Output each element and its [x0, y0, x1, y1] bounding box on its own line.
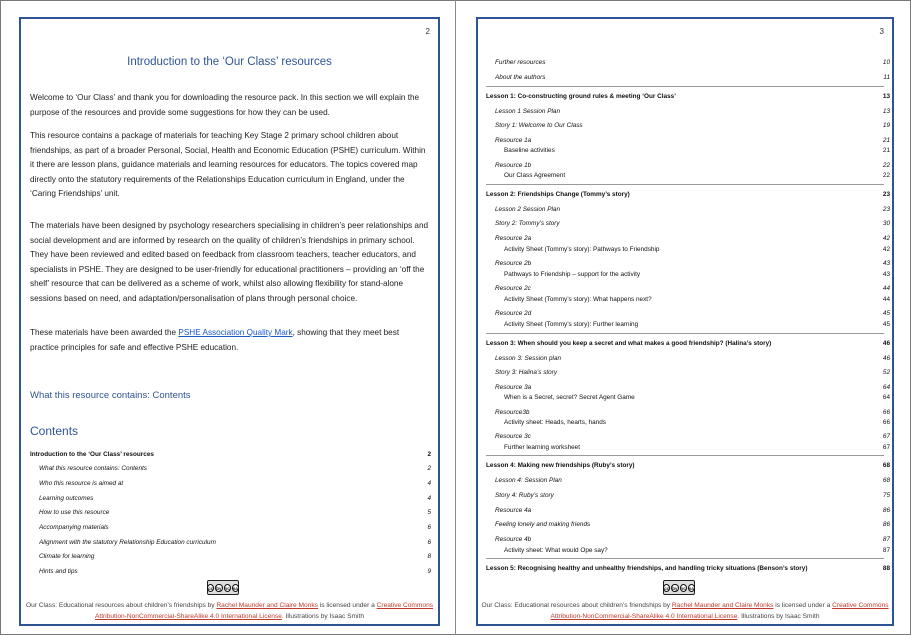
toc-entry-title: Story 1: Welcome to Our Class — [495, 121, 583, 129]
toc-entry[interactable] — [495, 475, 890, 485]
toc-entry-page: 44 — [882, 284, 890, 292]
toc-entry[interactable] — [495, 233, 890, 243]
toc-entry[interactable] — [495, 519, 890, 529]
toc-entry-title: Activity Sheet (Tommy’s story): Pathways to Friendship — [504, 245, 660, 253]
toc-entry[interactable] — [486, 189, 890, 199]
award-paragraph — [30, 326, 430, 355]
toc-entry-title: Lesson 5: Recognising healthy and unhealthy friendships, and handling tricky situations (Benson’s story) — [486, 564, 808, 572]
toc-entry-title: Lesson 4: Session Plan — [495, 476, 562, 484]
toc-entry[interactable] — [495, 382, 890, 392]
toc-entry-page: 68 — [882, 461, 890, 469]
page-title: Introduction to the ‘Our Class’ resources — [127, 56, 332, 68]
toc-entry[interactable] — [495, 160, 890, 170]
toc-entry-title: Lesson 3: Session plan — [495, 354, 562, 362]
toc-entry-page: 43 — [882, 259, 890, 267]
toc-entry[interactable] — [504, 244, 890, 254]
toc-entry[interactable] — [504, 545, 890, 555]
cc-badge-item: nc — [224, 585, 230, 591]
toc-entry-title: What this resource contains: Contents — [39, 464, 147, 472]
toc-entry-page: 42 — [882, 245, 890, 253]
toc-entry-page: 88 — [882, 564, 890, 572]
toc-divider — [486, 455, 884, 456]
toc-entry[interactable] — [504, 145, 890, 155]
toc-entry-page: 66 — [882, 418, 890, 426]
toc-entry[interactable] — [495, 106, 890, 116]
toc-entry-page: 4 — [427, 479, 431, 487]
toc-entry-title: Further resources — [495, 58, 546, 66]
toc-entry-page: 43 — [882, 270, 890, 278]
toc-entry-title: Further learning worksheet — [504, 443, 581, 451]
toc-entry-title: Introduction to the ‘Our Class’ resources — [30, 450, 154, 458]
toc-entry[interactable] — [495, 135, 890, 145]
toc-entry-page: 75 — [882, 491, 890, 499]
toc-entry-page: 4 — [427, 494, 431, 502]
toc-entry-page: 64 — [882, 393, 890, 401]
toc-entry-page: 22 — [882, 171, 890, 179]
toc-entry-title: Lesson 1 Session Plan — [495, 107, 561, 115]
toc-entry-title: Activity Sheet (Tommy’s story): What happens next? — [504, 295, 652, 303]
footer-prefix: Our Class: Educational resources about children’s friendships by — [25, 602, 217, 609]
toc-entry-title: Resource 4b — [495, 535, 532, 543]
toc-entry-page: 46 — [882, 354, 890, 362]
cc-badge-item: nc — [680, 585, 686, 591]
toc-entry[interactable] — [486, 460, 890, 470]
toc-entry[interactable] — [486, 338, 890, 348]
toc-entry-page: 22 — [882, 161, 890, 169]
intro-paragraph-2: This resource contains a package of materials for teaching Key Stage 2 primary school children about friendships, as part of a broader Personal, Social, Health and Economic Education (PSHE) curriculum. Within it there are lesson plans, guidance materials and learning resources for educators. The topics covered map directly onto the statutory requirements of the Relationships Education curriculum in England, under the ‘Caring Friendships’ unit. — [30, 131, 426, 199]
footer-middle: is licensed under a — [773, 602, 833, 609]
toc-entry[interactable] — [504, 170, 890, 180]
toc-entry[interactable] — [495, 283, 890, 293]
toc-entry-page: 68 — [882, 476, 890, 484]
toc-entry-title: Baseline activities — [504, 146, 555, 154]
toc-entry-title: Lesson 1: Co-constructing ground rules & meeting ‘Our Class’ — [486, 92, 676, 100]
toc-entry[interactable] — [486, 91, 890, 101]
toc-entry-title: Lesson 4: Making new friendships (Ruby’s story) — [486, 461, 635, 469]
toc-entry[interactable] — [504, 294, 890, 304]
toc-entry[interactable] — [495, 258, 890, 268]
cc-license-badge[interactable] — [207, 580, 239, 595]
toc-entry-title: How to use this resource — [39, 508, 110, 516]
toc-entry-page: 10 — [882, 58, 890, 66]
footer-middle: is licensed under a — [317, 602, 377, 609]
toc-entry[interactable] — [504, 417, 890, 427]
toc-entry[interactable] — [39, 522, 431, 532]
toc-entry[interactable] — [39, 507, 431, 517]
toc-entry-page: 66 — [882, 408, 890, 416]
toc-entry-title: Resource 3c — [495, 432, 531, 440]
toc-entry-title: Resource 1b — [495, 161, 532, 169]
toc-entry[interactable] — [495, 218, 890, 228]
toc-entry[interactable] — [495, 204, 890, 214]
contents-title: Contents — [30, 424, 79, 438]
toc-entry-page: 6 — [427, 538, 431, 546]
toc-entry-page: 11 — [883, 73, 890, 81]
toc-entry[interactable] — [495, 490, 890, 500]
toc-entry-title: Lesson 2: Friendships Change (Tommy’s story) — [486, 190, 630, 198]
toc-entry-title: About the authors — [495, 73, 546, 81]
footer-prefix: Our Class: Educational resources about children’s friendships by — [481, 602, 672, 609]
toc-entry-title: Who this resource is aimed at — [39, 479, 124, 487]
toc-entry-page: 46 — [882, 339, 890, 347]
toc-entry-title: Resource 4a — [495, 506, 532, 514]
toc-entry-page: 86 — [882, 506, 890, 514]
toc-entry-page: 67 — [882, 432, 890, 440]
toc-entry[interactable] — [39, 566, 431, 576]
toc-entry-title: Resource3b — [495, 408, 530, 416]
toc-entry-page: 87 — [882, 546, 890, 554]
toc-entry-page: 13 — [882, 107, 890, 115]
toc-entry[interactable] — [495, 57, 890, 67]
toc-entry[interactable] — [504, 319, 890, 329]
footer-suffix: . Illustrations by Isaac Smith — [737, 613, 820, 620]
toc-entry-title: When is a Secret, secret? Secret Agent Game — [504, 393, 635, 401]
toc-entry-title: Learning outcomes — [39, 494, 94, 502]
toc-entry-page: 45 — [882, 309, 890, 317]
toc-entry[interactable] — [495, 353, 890, 363]
toc-entry[interactable] — [495, 367, 890, 377]
toc-entry-title: Climate for learning — [39, 552, 95, 560]
toc-entry[interactable] — [39, 463, 431, 473]
toc-entry-title: Our Class Agreement — [504, 171, 566, 179]
license-link[interactable]: Creative Commons Attribution-NonCommercial-ShareAlike 4.0 International License — [94, 602, 434, 620]
toc-entry-page: 67 — [882, 443, 890, 451]
toc-entry-page: 8 — [427, 552, 431, 560]
toc-entry-page: 45 — [882, 320, 890, 328]
toc-entry[interactable] — [30, 449, 431, 459]
toc-entry[interactable] — [495, 120, 890, 130]
toc-entry[interactable] — [495, 534, 890, 544]
page-gutter — [455, 0, 456, 635]
award-suffix: , showing that they meet best practice principles for safe and effective PSHE education. — [30, 328, 400, 352]
toc-divider — [486, 333, 884, 334]
toc-entry-page: 2 — [427, 464, 431, 472]
page-number: 2 — [425, 27, 430, 36]
toc-entry-title: Story 4: Ruby’s story — [495, 491, 554, 499]
cc-license-badge[interactable] — [663, 580, 695, 595]
intro-paragraph-3: The materials have been designed by psychology researchers specialising in children’s peer relationships and social development and are informed by research on the quality of children’s friendships in primary school. They have been reviewed and edited based on feedback from classroom teachers, teacher educators, and specialists in PSHE. They are designed to be user-friendly for educational practitioners – providing an ‘off the shelf’ resource that can be delivered as a scheme of work, whilst also allowing flexibility for stand-alone sessions based on need, and adaptation/personalisation of plans through personal choice. — [30, 221, 429, 303]
toc-entry-title: Lesson 2 Session Plan — [495, 205, 561, 213]
toc-entry-title: Resource 3a — [495, 383, 532, 391]
toc-divider — [486, 558, 884, 559]
toc-entry-page: 6 — [427, 523, 431, 531]
toc-entry-title: Resource 2b — [495, 259, 532, 267]
cc-badge-item: cc — [664, 585, 670, 591]
toc-entry[interactable] — [495, 308, 890, 318]
toc-entry-page: 86 — [882, 520, 890, 528]
toc-entry-page: 9 — [427, 567, 431, 575]
toc-entry-page: 2 — [427, 450, 431, 458]
toc-entry-title: Alignment with the statutory Relationship Education curriculum — [39, 538, 216, 546]
toc-divider — [486, 86, 884, 87]
toc-entry-page: 21 — [882, 146, 890, 154]
toc-entry[interactable] — [39, 537, 431, 547]
toc-divider — [486, 184, 884, 185]
cc-badge-item: sa — [688, 585, 694, 591]
toc-entry[interactable] — [495, 505, 890, 515]
toc-entry[interactable] — [495, 72, 890, 82]
toc-entry-page: 64 — [882, 383, 890, 391]
page-number: 3 — [879, 27, 884, 36]
toc-entry-title: Activity Sheet (Tommy’s story): Further learning — [504, 320, 639, 328]
section-heading: What this resource contains: Contents — [30, 390, 191, 401]
toc-entry-page: 21 — [882, 136, 890, 144]
toc-entry-page: 5 — [427, 508, 431, 516]
toc-entry-page: 42 — [882, 234, 890, 242]
toc-entry-title: Accompanying materials — [39, 523, 109, 531]
toc-entry-title: Feeling lonely and making friends — [495, 520, 591, 528]
toc-entry[interactable] — [39, 493, 431, 503]
toc-entry-title: Pathways to Friendship – support for the activity — [504, 270, 641, 278]
toc-entry-page: 19 — [882, 121, 890, 129]
toc-entry-page: 23 — [882, 205, 890, 213]
page-footer — [21, 600, 438, 622]
toc-entry-title: Lesson 3: When should you keep a secret and what makes a good friendship? (Halina’s story) — [486, 339, 772, 347]
toc-entry-page: 87 — [882, 535, 890, 543]
cc-badge-item: by — [216, 585, 222, 591]
toc-entry-page: 52 — [882, 368, 890, 376]
license-link[interactable]: Creative Commons Attribution-NonCommercial-ShareAlike 4.0 International License — [550, 602, 889, 620]
cc-badge-item: cc — [208, 585, 214, 591]
toc-entry-title: Hints and tips — [39, 567, 78, 575]
toc-entry-title: Resource 2a — [495, 234, 532, 242]
toc-entry[interactable] — [504, 442, 890, 452]
toc-entry[interactable] — [39, 478, 431, 488]
document-page-right — [476, 17, 894, 626]
toc-entry-title: Activity sheet: What would Ope say? — [504, 546, 608, 554]
toc-entry-title: Resource 2d — [495, 309, 532, 317]
cc-badge-item: sa — [232, 585, 238, 591]
page-footer — [478, 600, 892, 622]
toc-entry-title: Activity sheet: Heads, hearts, hands — [504, 418, 606, 426]
footer-suffix: . Illustrations by Isaac Smith — [281, 613, 364, 620]
toc-entry-page: 30 — [882, 219, 890, 227]
toc-entry-page: 23 — [882, 190, 890, 198]
toc-entry-title: Story 3: Halina’s story — [495, 368, 558, 376]
toc-entry-title: Resource 2c — [495, 284, 531, 292]
intro-paragraph-1: Welcome to ‘Our Class’ and thank you for downloading the resource pack. In this section we will explain the purpose of the resources and provide some suggestions for how they can be used. — [30, 93, 420, 117]
document-page-left — [19, 17, 440, 626]
authors-link[interactable]: Rachel Maunder and Claire Monks — [671, 602, 774, 609]
toc-entry[interactable] — [504, 392, 890, 402]
toc-entry[interactable] — [486, 563, 890, 573]
toc-entry-title: Story 2: Tommy’s story — [495, 219, 560, 227]
award-prefix: These materials have been awarded the — [30, 328, 179, 337]
quality-mark-link[interactable]: PSHE Association Quality Mark — [178, 328, 293, 337]
toc-entry-page: 44 — [882, 295, 890, 303]
toc-entry-page: 13 — [882, 92, 890, 100]
toc-entry-title: Resource 1a — [495, 136, 532, 144]
toc-entry[interactable] — [504, 269, 890, 279]
toc-entry[interactable] — [495, 431, 890, 441]
toc-entry[interactable] — [495, 407, 890, 417]
authors-link[interactable]: Rachel Maunder and Claire Monks — [216, 602, 318, 609]
toc-entry[interactable] — [39, 551, 431, 561]
cc-badge-item: by — [672, 585, 678, 591]
